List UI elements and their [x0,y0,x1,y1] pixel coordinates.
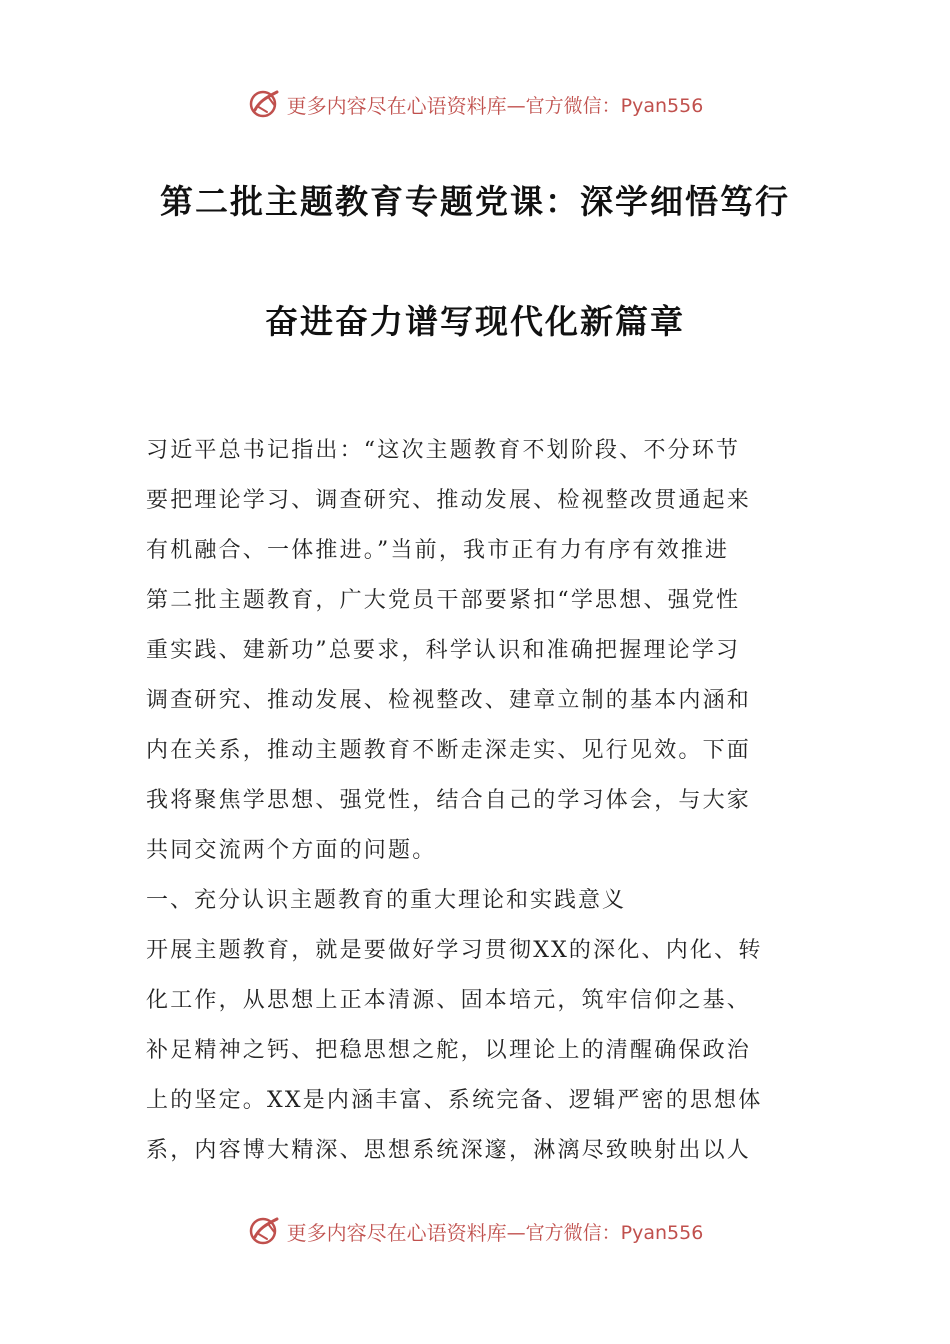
document-title-line1: 第二批主题教育专题党课：深学细悟笃行 [160,182,790,221]
pen-logo-icon [247,1213,283,1249]
watermark-brand: 更多内容尽在心语资料库 [286,1220,507,1245]
document-title-line2: 奋进奋力谱写现代化新篇章 [265,302,685,341]
body-line: 共同交流两个方面的问题。 [146,838,437,863]
watermark-banner-top [0,84,950,124]
body-line: 系，内容博大精深、思想系统深邃，淋漓尽致映射出以人 [146,1138,752,1163]
watermark-contact: —官方微信：Pyan556 [506,1221,704,1244]
body-line: 习近平总书记指出：“这次主题教育不划阶段、不分环节 [146,438,741,463]
body-line: 第二批主题教育，广大党员干部要紧扣“学思想、强党性 [146,588,741,613]
watermark-banner-bottom [0,1211,950,1251]
body-line: 要把理论学习、调查研究、推动发展、检视整改贯通起来 [146,488,752,513]
body-line: 调查研究、推动发展、检视整改、建章立制的基本内涵和 [146,688,752,713]
body-line: 开展主题教育，就是要做好学习贯彻XX的深化、内化、转 [146,938,763,963]
body-line: 有机融合、一体推进。”当前，我市正有力有序有效推进 [146,538,730,563]
document-body [146,426,810,1176]
pen-logo-icon [247,86,283,122]
watermark-contact: —官方微信：Pyan556 [506,94,704,117]
body-line: 补足精神之钙、把稳思想之舵，以理论上的清醒确保政治 [146,1038,752,1063]
body-line: 我将聚焦学思想、强党性，结合自己的学习体会，与大家 [146,788,752,813]
body-line: 重实践、建新功”总要求，科学认识和准确把握理论学习 [146,638,741,663]
watermark-brand: 更多内容尽在心语资料库 [286,93,507,118]
body-line: 化工作，从思想上正本清源、固本培元，筑牢信仰之基、 [146,988,752,1013]
section-heading: 一、充分认识主题教育的重大理论和实践意义 [146,888,627,913]
body-line: 上的坚定。XX是内涵丰富、系统完备、逻辑严密的思想体 [146,1088,763,1113]
body-line: 内在关系，推动主题教育不断走深走实、见行见效。下面 [146,738,752,763]
